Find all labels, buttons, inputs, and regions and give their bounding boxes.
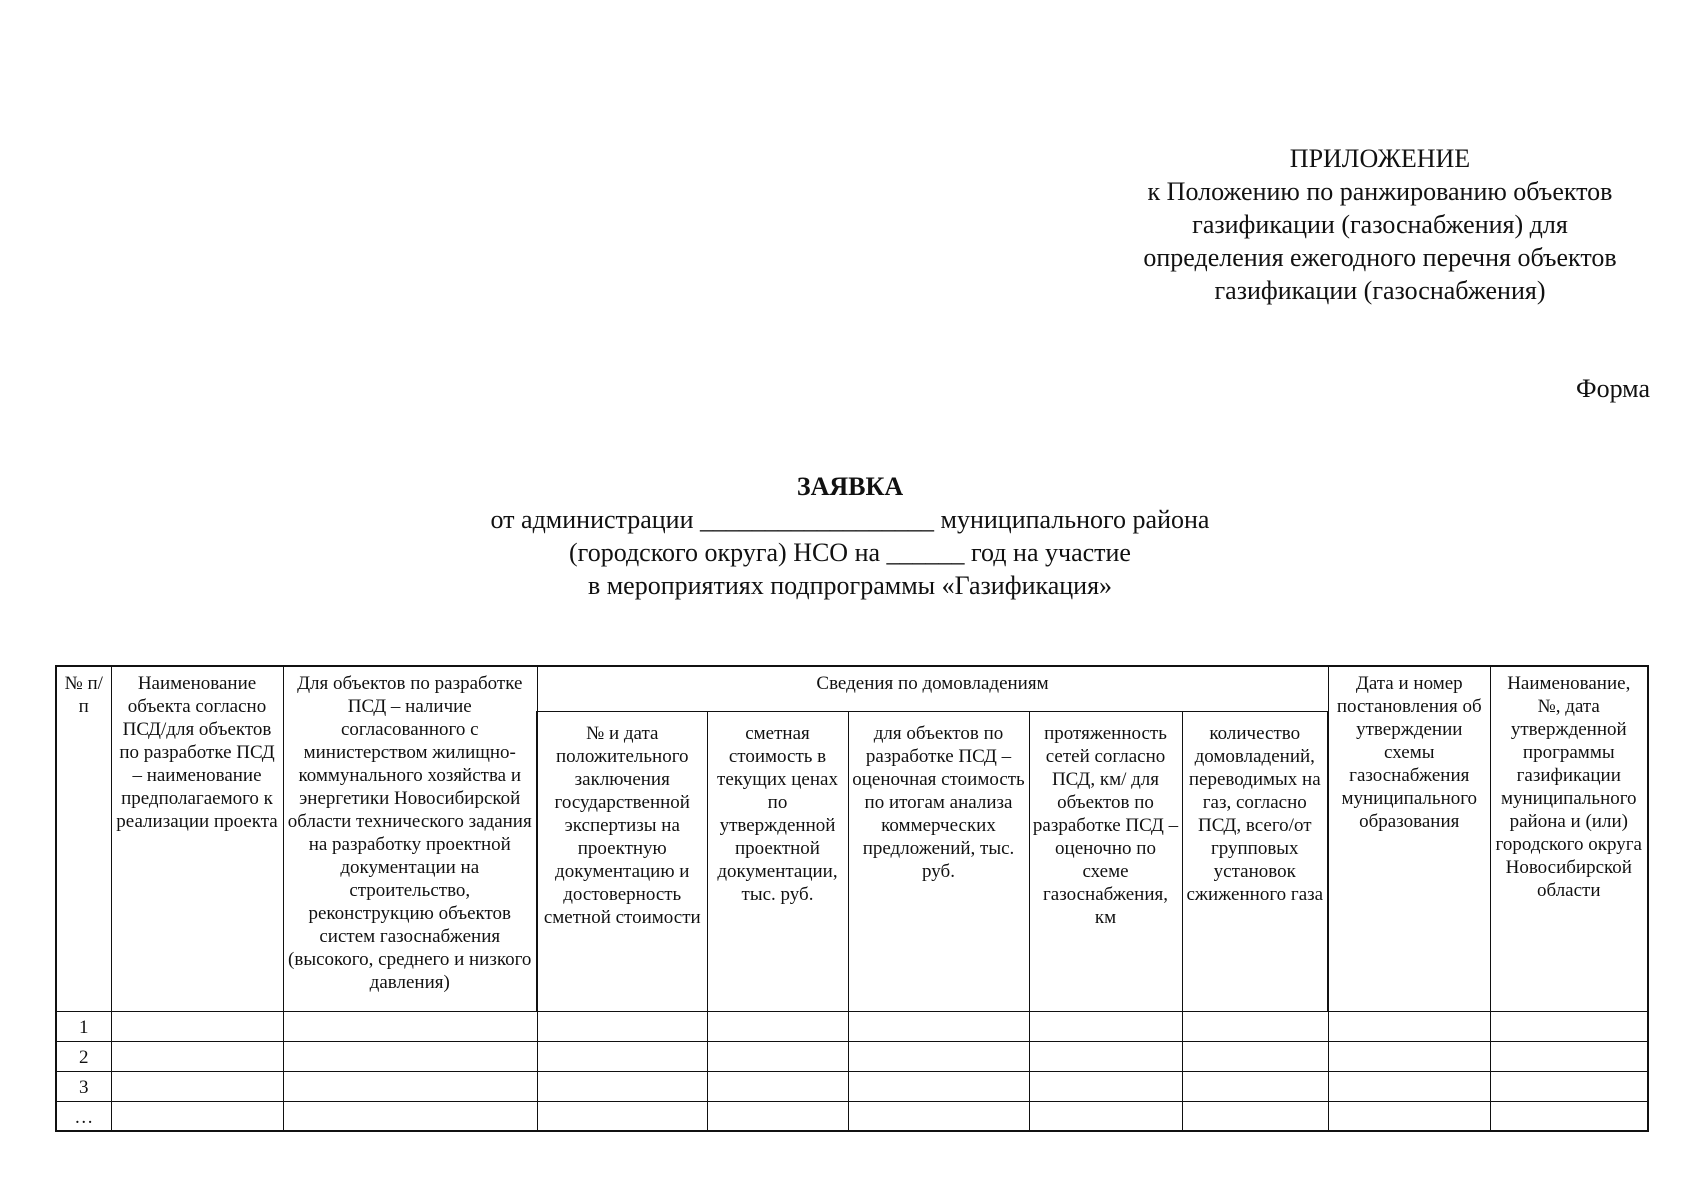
table-cell[interactable] xyxy=(1490,1071,1648,1101)
request-line: от администрации __________________ муниципального района xyxy=(490,505,1210,534)
table-cell[interactable] xyxy=(848,1101,1029,1131)
table-cell[interactable] xyxy=(707,1071,848,1101)
header-object-name: Наименование объекта согласно ПСД/для объектов по разработке ПСД – наименование предполагаемого к реализации проекта xyxy=(111,666,283,1011)
table-cell[interactable] xyxy=(1182,1011,1328,1041)
table-cell[interactable] xyxy=(537,1071,707,1101)
table-cell[interactable] xyxy=(1328,1041,1490,1071)
table-cell[interactable] xyxy=(1328,1071,1490,1101)
table-row xyxy=(56,1041,1648,1071)
table-cell[interactable] xyxy=(111,1041,283,1071)
table-cell[interactable] xyxy=(1490,1101,1648,1131)
row-number: … xyxy=(56,1101,111,1131)
header-assessed-cost: для объектов по разработке ПСД – оценочная стоимость по итогам анализа коммерческих предложений, тыс. руб. xyxy=(848,711,1029,1011)
request-title: ЗАЯВКА xyxy=(796,472,904,501)
appendix-title: ПРИЛОЖЕНИЕ xyxy=(1289,144,1471,173)
table-cell[interactable] xyxy=(707,1101,848,1131)
table-cell[interactable] xyxy=(1029,1011,1182,1041)
row-number: 3 xyxy=(56,1071,111,1101)
appendix-line: определения ежегодного перечня объектов xyxy=(1143,243,1617,272)
header-num: № п/п xyxy=(56,666,111,1011)
header-expertise: № и дата положительного заключения государственной экспертизы на проектную документацию и достоверность сметной стоимости xyxy=(537,711,707,1011)
table-row xyxy=(56,1071,1648,1101)
table-cell[interactable] xyxy=(848,1071,1029,1101)
row-number: 1 xyxy=(56,1011,111,1041)
table-cell[interactable] xyxy=(1029,1071,1182,1101)
header-household-group: Сведения по домовладениям xyxy=(537,666,1328,711)
table-cell[interactable] xyxy=(1029,1101,1182,1131)
row-number: 2 xyxy=(56,1041,111,1071)
table-cell[interactable] xyxy=(537,1101,707,1131)
table-cell[interactable] xyxy=(848,1011,1029,1041)
header-psd-terms: Для объектов по разработке ПСД – наличие согласованного с министерством жилищно-коммунального хозяйства и энергетики Новосибирской области технического задания на разработку проектной документации на строительство, реконструкцию объектов систем газоснабжения (высокого, среднего и низкого давления) xyxy=(283,666,537,1011)
header-household-count: количество домовладений, переводимых на газ, согласно ПСД, всего/от групповых установок сжиженного газа xyxy=(1182,711,1328,1011)
table-cell[interactable] xyxy=(283,1071,537,1101)
table-row xyxy=(56,1011,1648,1041)
table-cell[interactable] xyxy=(1182,1101,1328,1131)
table-cell[interactable] xyxy=(707,1041,848,1071)
request-heading xyxy=(380,470,1320,602)
appendix-line: газификации (газоснабжения) для xyxy=(1192,210,1568,239)
table-cell[interactable] xyxy=(707,1011,848,1041)
table-cell[interactable] xyxy=(111,1071,283,1101)
appendix-line: газификации (газоснабжения) xyxy=(1214,276,1546,305)
table-cell[interactable] xyxy=(537,1011,707,1041)
request-line: (городского округа) НСО на ______ год на участие xyxy=(569,538,1131,567)
table-row xyxy=(56,1101,1648,1131)
appendix-line: к Положению по ранжированию объектов xyxy=(1147,177,1613,206)
table-cell[interactable] xyxy=(848,1041,1029,1071)
table-cell[interactable] xyxy=(1328,1101,1490,1131)
header-scheme-resolution: Дата и номер постановления об утверждении схемы газоснабжения муниципального образования xyxy=(1328,666,1490,1011)
table-cell[interactable] xyxy=(283,1101,537,1131)
table-cell[interactable] xyxy=(111,1011,283,1041)
table-cell[interactable] xyxy=(1182,1041,1328,1071)
table-cell[interactable] xyxy=(537,1041,707,1071)
form-label: Форма xyxy=(1576,374,1650,403)
header-program: Наименование, №, дата утвержденной программы газификации муниципального района и (или) городского округа Новосибирской области xyxy=(1490,666,1648,1011)
table-cell[interactable] xyxy=(1490,1011,1648,1041)
table-cell[interactable] xyxy=(1029,1041,1182,1071)
request-line: в мероприятиях подпрограммы «Газификация» xyxy=(587,571,1113,600)
table-cell[interactable] xyxy=(1490,1041,1648,1071)
table-cell[interactable] xyxy=(283,1011,537,1041)
table-cell[interactable] xyxy=(283,1041,537,1071)
table-cell[interactable] xyxy=(1328,1011,1490,1041)
header-estimated-cost: сметная стоимость в текущих ценах по утвержденной проектной документации, тыс. руб. xyxy=(707,711,848,1011)
table-cell[interactable] xyxy=(111,1101,283,1131)
table-cell[interactable] xyxy=(1182,1071,1328,1101)
appendix-header xyxy=(1110,142,1650,307)
request-table xyxy=(55,665,1649,1132)
header-network-length: протяженность сетей согласно ПСД, км/ для объектов по разработке ПСД – оценочно по схеме газоснабжения, км xyxy=(1029,711,1182,1011)
